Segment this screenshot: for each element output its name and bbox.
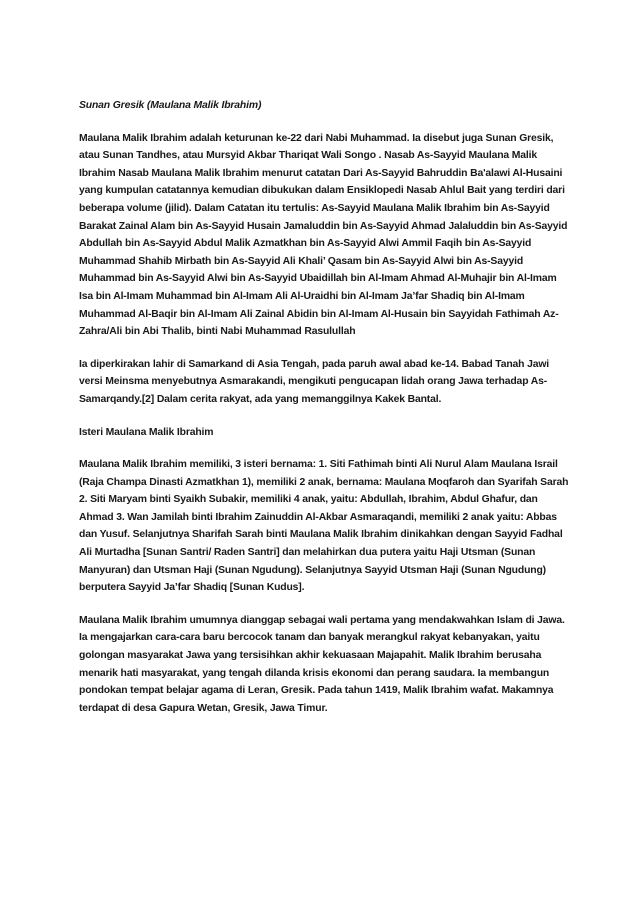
document-body bbox=[79, 97, 569, 732]
paragraph-birth: Ia diperkirakan lahir di Samarkand di Asia Tengah, pada paruh awal abad ke-14. Babad Tanah Jawi versi Meinsma menyebutnya Asmarakandi, mengikuti pengucapan lidah orang Jawa terhadap As-Samarqandy.[2] Dalam cerita rakyat, ada yang memanggilnya Kakek Bantal. bbox=[79, 358, 550, 405]
paragraph-lineage: Maulana Malik Ibrahim adalah keturunan ke-22 dari Nabi Muhammad. Ia disebut juga Sunan Gresik, atau Sunan Tandhes, atau Mursyid Akbar Thariqat Wali Songo . Nasab As-Sayyid Maulana Malik Ibrahim Nasab Maulana Malik Ibrahim menurut catatan Dari As-Sayyid Bahruddin Ba'alawi Al-Husaini yang kumpulan catatannya kemudian dibukukan dalam Ensiklopedi Nasab Ahlul Bait yang terdiri dari beberapa volume (jilid). Dalam Catatan itu tertulis: As-Sayyid Maulana Malik Ibrahim bin As-Sayyid Barakat Zainal Alam bin As-Sayyid Husain Jamaluddin bin As-Sayyid Ahmad Jalaluddin bin As-Sayyid Abdullah bin As-Sayyid Abdul Malik Azmatkhan bin As-Sayyid Alwi Ammil Faqih bin As-Sayyid Muhammad Shahib Mirbath bin As-Sayyid Ali Khali’ Qasam bin As-Sayyid Alwi bin As-Sayyid Muhammad bin As-Sayyid Alwi bin As-Sayyid Ubaidillah bin Al-Imam Ahmad Al-Muhajir bin Al-Imam Isa bin Al-Imam Muhammad bin Al-Imam Ali Al-Uraidhi bin Al-Imam Ja’far Shadiq bin Al-Imam Muhammad Al-Baqir bin Al-Imam Ali Zainal Abidin bin Al-Imam Al-Husain bin Sayyidah Fathimah Az-Zahra/Ali bin Abi Thalib, binti Nabi Muhammad Rasulullah bbox=[79, 132, 568, 338]
section-heading-wives: Isteri Maulana Malik Ibrahim bbox=[79, 426, 214, 438]
document-title: Sunan Gresik (Maulana Malik Ibrahim) bbox=[79, 100, 262, 111]
paragraph-dakwah: Maulana Malik Ibrahim umumnya dianggap sebagai wali pertama yang mendakwahkan Islam di Jawa. Ia mengajarkan cara-cara baru bercocok tanam dan banyak merangkul rakyat kebanyakan, yaitu golongan masyarakat Jawa yang tersisihkan akhir kekuasaan Majapahit. Malik Ibrahim berusaha menarik hati masyarakat, yang tengah dilanda krisis ekonomi dan perang saudara. Ia membangun pondokan tempat belajar agama di Leran, Gresik. Pada tahun 1419, Malik Ibrahim wafat. Makamnya terdapat di desa Gapura Wetan, Gresik, Jawa Timur. bbox=[79, 614, 565, 714]
paragraph-wives: Maulana Malik Ibrahim memiliki, 3 isteri bernama: 1. Siti Fathimah binti Ali Nurul Alam Maulana Israil (Raja Champa Dinasti Azmatkhan 1), memiliki 2 anak, bernama: Maulana Moqfaroh dan Syarifah Sarah 2. Siti Maryam binti Syaikh Subakir, memiliki 4 anak, yaitu: Abdullah, Ibrahim, Abdul Ghafur, dan Ahmad 3. Wan Jamilah binti Ibrahim Zainuddin Al-Akbar Asmaraqandi, memiliki 2 anak yaitu: Abbas dan Yusuf. Selanjutnya Sharifah Sarah binti Maulana Malik Ibrahim dinikahkan dengan Sayyid Fadhal Ali Murtadha [Sunan Santri/ Raden Santri] dan melahirkan dua putera yaitu Haji Utsman (Sunan Manyuran) dan Utsman Haji (Sunan Ngudung). Selanjutnya Sayyid Utsman Haji (Sunan Ngudung) berputera Sayyid Ja’far Shadiq [Sunan Kudus]. bbox=[79, 459, 569, 594]
